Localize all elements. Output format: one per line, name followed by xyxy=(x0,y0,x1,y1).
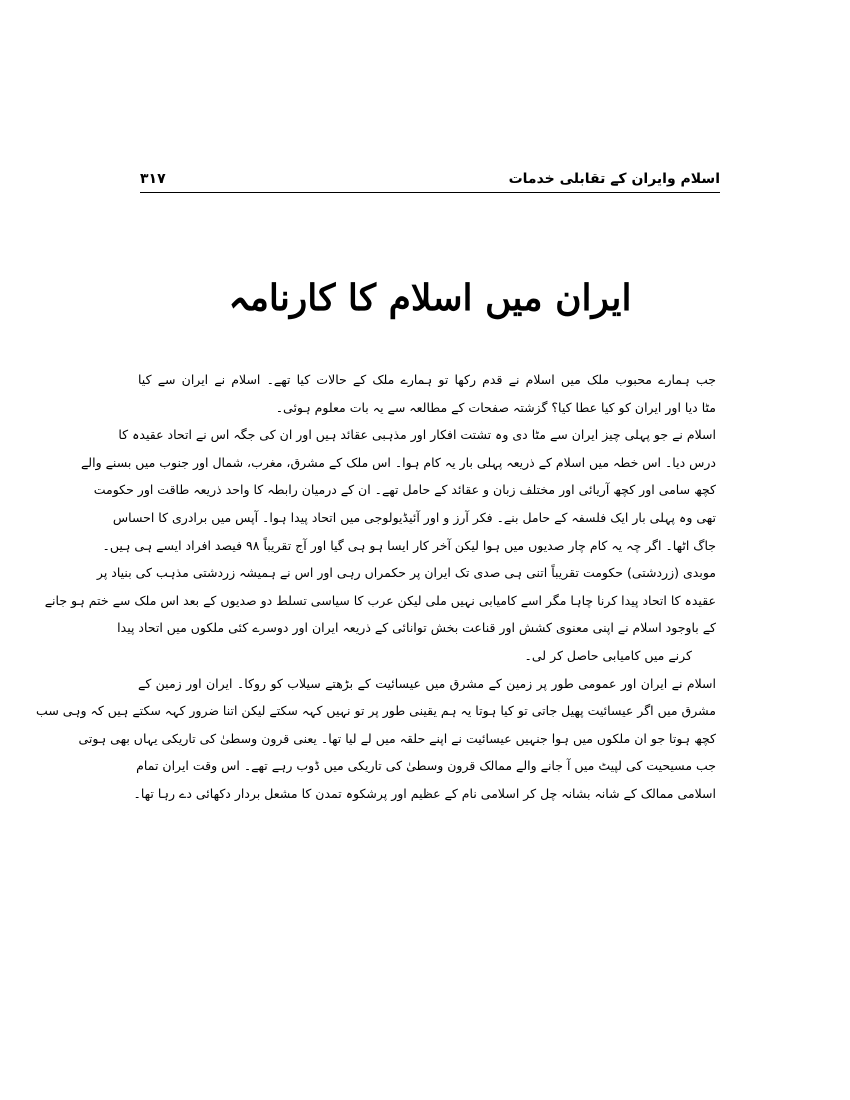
body-text xyxy=(36,366,716,808)
text-line: جاگ اٹھا۔ اگر چہ یہ کام چار صدیوں میں ہوا لیکن آخر کار ایسا ہو ہی گیا اور آج تقریباً ۹۸ فیصد افراد ایسے ہی ہیں۔ xyxy=(102,537,716,553)
text-line: جب ہمارے محبوب ملک میں اسلام نے قدم رکھا تو ہمارے ملک کے حالات کیا تھے۔ اسلام نے ایران سے کیا xyxy=(138,372,716,387)
text-line: اسلامی ممالک کے شانہ بشانہ چل کر اسلامی نام کے عظیم اور پرشکوہ تمدن کا مشعل بردار دکھائی دے رہا تھا۔ xyxy=(133,785,716,801)
text-line: اسلام نے ایران اور عمومی طور پر زمین کے مشرق میں عیسائیت کے بڑھتے سیلاب کو روکا۔ ایران اور زمین کے xyxy=(138,675,716,691)
text-line: کچھ سامی اور کچھ آریائی اور مختلف زبان و عقائد کے حامل تھے۔ ان کے درمیان رابطہ کا واحد ذریعہ طاقت اور حکومت xyxy=(93,482,716,498)
text-line: عقیدہ کا اتحاد پیدا کرنا چاہا مگر اسے کامیابی نہیں ملی لیکن عرب کا سیاسی تسلط دو صدیوں کے بعد اس ملک سے ختم ہو جانے xyxy=(44,592,716,608)
text-line: موبدی (زردشتی) حکومت تقریباً اتنی ہی صدی تک ایران پر حکمراں رہی اور اس نے ہمیشہ زردشتی مذہب کی بنیاد پر xyxy=(96,565,716,581)
text-line: تھی وہ پہلی بار ایک فلسفہ کے حامل بنے۔ فکر آرز و اور آئیڈیولوجی میں اتحاد پیدا ہوا۔ آپس میں برادری کا احساس xyxy=(112,509,716,525)
header-divider xyxy=(140,192,720,193)
running-header xyxy=(140,163,720,187)
text-line: جب مسیحیت کی لپیٹ میں آ جانے والے ممالک قرون وسطیٰ کی تاریکی میں ڈوب رہے تھے۔ اس وقت ایران تمام xyxy=(136,758,716,774)
text-line: کرنے میں کامیابی حاصل کر لی۔ xyxy=(524,647,692,663)
text-line: اسلام نے جو پہلی چیز ایران سے مٹا دی وہ تشتت افکار اور مذہبی عقائد ہیں اور ان کی جگہ اس نے اتحاد عقیدہ کا xyxy=(118,427,716,443)
text-line: درس دیا۔ اس خطہ میں اسلام کے ذریعہ پہلی بار یہ کام ہوا۔ اس ملک کے مشرق، مغرب، شمال اور جنوب میں بسنے والے xyxy=(80,454,716,470)
text-line: کے باوجود اسلام نے اپنی معنوی کشش اور قناعت بخش توانائی کے ذریعہ ایران اور دوسرے کئی ملکوں میں اتحاد پیدا xyxy=(117,620,716,636)
chapter-title: ایران میں اسلام کا کارنامہ xyxy=(228,277,632,319)
text-line: مٹا دیا اور ایران کو کیا عطا کیا؟ گزشتہ صفحات کے مطالعہ سے یہ بات معلوم ہوئی۔ xyxy=(275,399,716,415)
text-line: کچھ ہوتا جو ان ملکوں میں ہوا جنہیں عیسائیت نے اپنے حلقہ میں لے لیا تھا۔ یعنی قرون وسطیٰ کی تاریکی یہاں بھی ہوتی xyxy=(78,730,716,746)
page-number: ۳۱۷ xyxy=(140,171,166,187)
text-line: مشرق میں اگر عیسائیت پھیل جاتی تو کیا ہوتا یہ ہم یقینی طور پر تو نہیں کہہ سکتے لیکن اتنا ضرور کہہ سکتے ہیں کہ وہی سب xyxy=(36,703,716,719)
running-header-title: اسلام وایران کے تقابلی خدمات xyxy=(508,171,720,187)
